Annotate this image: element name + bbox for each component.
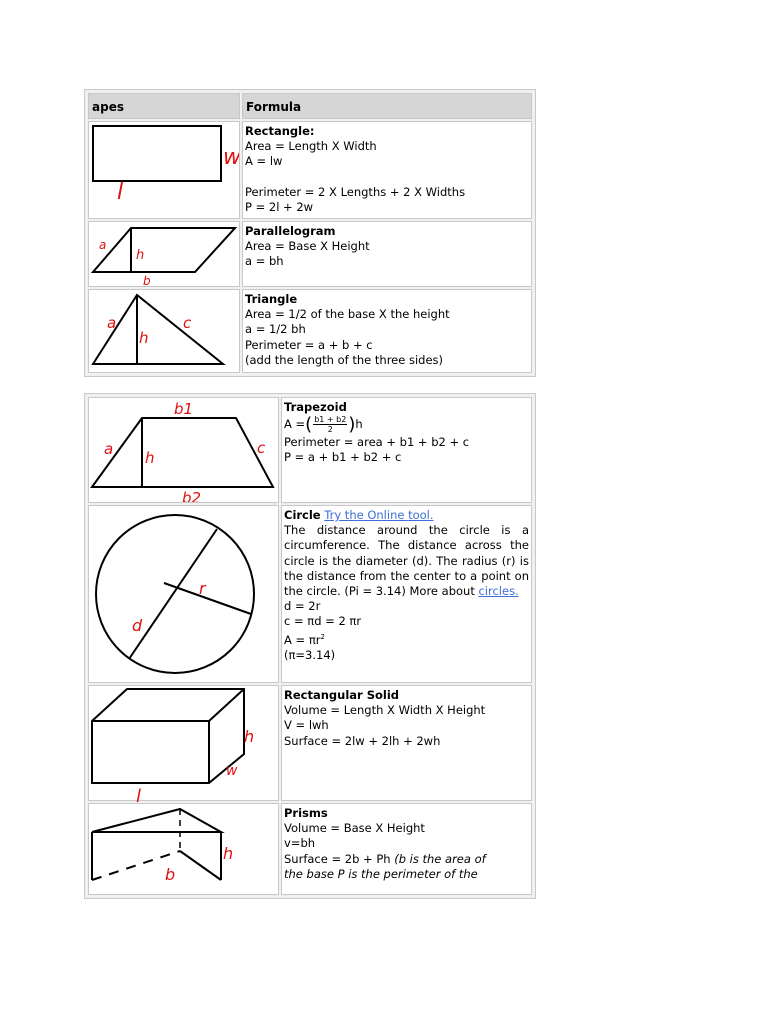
shapes-table-1 <box>84 89 536 377</box>
rect-solid-line-1: Volume = Length X Width X Height <box>284 703 486 718</box>
circle-area-formula: A = πr <box>284 632 321 647</box>
label-h: h <box>223 844 234 863</box>
rectangle-line-5: P = 2l + 2w <box>245 199 314 214</box>
rectangle-line-2: A = lw <box>245 154 283 169</box>
rect-solid-line-2: V = lwh <box>284 718 329 733</box>
parallelogram-line-2: a = bh <box>245 254 284 269</box>
triangle-diagram <box>89 290 240 373</box>
triangle-line-4: (add the length of the three sides) <box>245 352 444 367</box>
rectangle-formula-cell <box>242 121 532 219</box>
rectangle-line-4: Perimeter = 2 X Lengths + 2 X Widths <box>245 184 466 199</box>
parallelogram-line-1: Area = Base X Height <box>245 239 370 254</box>
circle-diagram <box>89 506 279 683</box>
trapezoid-line-1: Perimeter = area + b1 + b2 + c <box>284 435 470 450</box>
trapezoid-area-suffix: h <box>355 417 363 432</box>
label-c: c <box>257 439 266 457</box>
label-b: b <box>165 865 176 884</box>
triangle-line-3: Perimeter = a + b + c <box>245 337 373 352</box>
trapezoid-area-prefix: A = <box>284 417 306 432</box>
label-d: d <box>132 616 143 635</box>
label-h: h <box>145 449 155 467</box>
prisms-line-2: v=bh <box>284 836 316 851</box>
circle-area-line <box>284 630 529 648</box>
rect-solid-l-label <box>132 780 172 810</box>
fraction-denominator: 2 <box>327 425 333 435</box>
rect-solid-line-3: Surface = 2lw + 2lh + 2wh <box>284 733 441 748</box>
label-l-solid: l <box>136 786 142 807</box>
circles-link[interactable]: circles. <box>478 584 519 599</box>
rectangle-figure-cell <box>88 121 240 219</box>
circle-figure-cell <box>88 505 279 683</box>
circle-formula-cell <box>281 505 532 683</box>
fraction-numerator: b1 + b2 <box>314 415 347 425</box>
rectangle-diagram <box>89 122 240 219</box>
triangle-line-2: a = 1/2 bh <box>245 322 306 337</box>
rect-solid-diagram <box>89 686 279 801</box>
circle-area-exponent: 2 <box>320 632 325 641</box>
circle-line-1: d = 2r <box>284 599 321 614</box>
triangle-formula-cell <box>242 289 532 373</box>
trapezoid-figure-cell <box>88 397 279 503</box>
triangle-figure-cell <box>88 289 240 373</box>
prisms-surface-line-2: the base P is the perimeter of the <box>284 866 478 881</box>
prisms-surface-italic: (b is the area of <box>394 851 486 866</box>
parallelogram-formula-cell <box>242 221 532 287</box>
prisms-title: Prisms <box>284 806 328 820</box>
trapezoid-fraction <box>313 415 347 434</box>
prisms-surface-plain: Surface = 2b + Ph <box>284 851 395 866</box>
triangle-title: Triangle <box>245 292 298 306</box>
prisms-line-1: Volume = Base X Height <box>284 821 425 836</box>
circle-title: Circle <box>284 508 321 522</box>
trapezoid-formula-cell <box>281 397 532 503</box>
trapezoid-diagram <box>89 398 279 503</box>
label-a: a <box>107 314 117 332</box>
rect-solid-formula-cell <box>281 685 532 801</box>
label-h: h <box>244 727 255 746</box>
prisms-diagram <box>89 804 279 895</box>
triangle-line-1: Area = 1/2 of the base X the height <box>245 307 450 322</box>
header-shapes: apes <box>88 93 240 119</box>
label-a: a <box>104 440 114 458</box>
trapezoid-line-2: P = a + b1 + b2 + c <box>284 450 402 465</box>
rectangle-title: Rectangle: <box>245 124 315 138</box>
circle-pi-note: (π=3.14) <box>284 647 336 662</box>
label-a: a <box>99 238 107 252</box>
circle-line-2: c = πd = 2 πr <box>284 614 362 629</box>
parallelogram-figure-cell <box>88 221 240 287</box>
rect-solid-title: Rectangular Solid <box>284 688 400 702</box>
prisms-surface-line <box>284 852 529 867</box>
label-b2: b2 <box>182 489 202 504</box>
header-formula: Formula <box>242 93 532 119</box>
label-h: h <box>136 248 145 263</box>
parallelogram-diagram <box>89 222 240 287</box>
trapezoid-area-formula: A =( $\frac{b1 + b2}{2})h$ <box>284 414 363 436</box>
circle-desc-text: The distance around the circle is a circumference. The distance across the circle is the diameter (d). The radius (r) is the distance from the center to a point on the circle. (Pi = 3.14) More about <box>284 523 529 599</box>
label-c: c <box>183 314 192 332</box>
parallelogram-title: Parallelogram <box>245 224 336 238</box>
rectangle-line-1: Area = Length X Width <box>245 139 377 154</box>
online-tool-link[interactable]: Try the Online tool. <box>324 508 434 522</box>
label-r: r <box>199 579 206 598</box>
trapezoid-title: Trapezoid <box>284 400 347 414</box>
label-w: w <box>226 763 238 779</box>
rect-solid-figure-cell <box>88 685 279 801</box>
label-b1: b1 <box>174 400 194 418</box>
prisms-formula-cell <box>281 803 532 895</box>
rectangle-line-3 <box>245 170 529 185</box>
label-w: w <box>223 145 241 170</box>
circle-description <box>284 523 529 599</box>
shapes-table-2 <box>84 393 536 899</box>
label-h: h <box>139 329 149 347</box>
label-b: b <box>143 274 151 288</box>
prisms-figure-cell <box>88 803 279 895</box>
label-l: l <box>117 180 124 205</box>
